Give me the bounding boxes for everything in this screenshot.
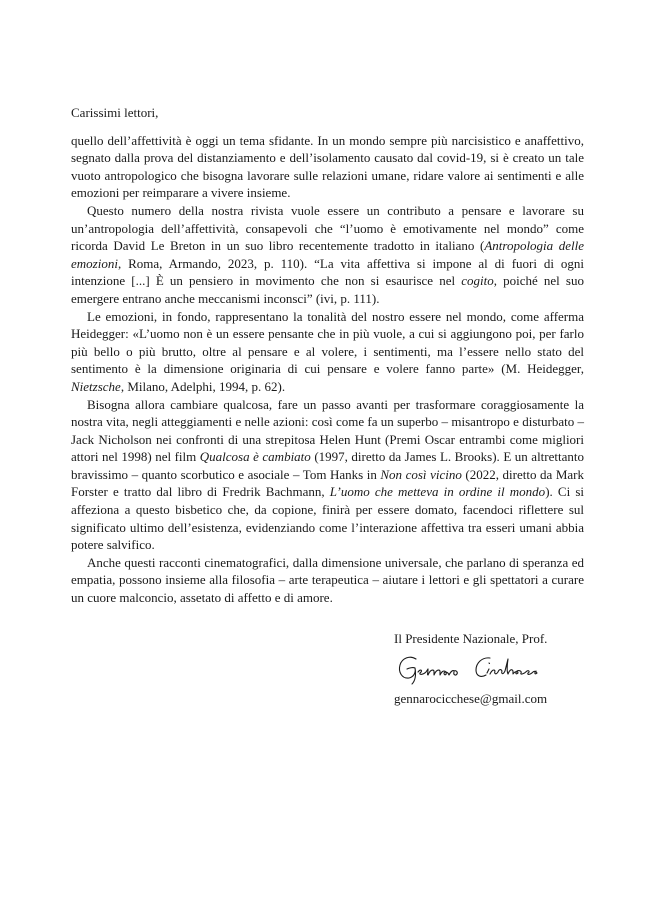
letter-body [71, 132, 584, 607]
salutation: Carissimi lettori, [71, 105, 159, 120]
text-run: ). Ci si affeziona a questo bisbetico che, da copione, finirà per essere domato, facendoci riflettere sul significato ultimo dell’esistenza, evidenziando come l’interazione affettiva tra esseri umani abbia potere salvifico. [71, 484, 584, 553]
paragraph [71, 396, 584, 554]
italic-title: Non così vicino [380, 466, 462, 482]
text-run: , Roma, Armando, 2023, p. 110). “La vita affettiva si impone al di fuori di ogni intenzione [...] È un pensiero in movimento che non si esaurisce nel [71, 255, 584, 289]
italic-title: Antropologia delle emozioni [71, 238, 584, 271]
text-run: , poiché nel suo emergere entrano anche meccanismi inconsci” (ivi, p. 111). [71, 273, 584, 306]
paragraph [71, 132, 584, 202]
text-run: (1997, diretto da James L. Brooks). E un altrettanto bravissimo – quanto scorbutico e asociale – Tom Hanks in [71, 449, 584, 482]
text-run: (2022, diretto da Mark Forster e tratto dal libro di Fredrik Bachmann, [71, 466, 584, 500]
italic-title: L’uomo che metteva in ordine il mondo [329, 484, 546, 500]
paragraph [71, 202, 584, 308]
text-run: Bisogna allora cambiare qualcosa, fare un passo avanti per trasformare coraggiosamente la nostra vita, negli atteggiamenti e nelle azioni: così come fa un superbo – misantropo e disturbato – Jack Nicholson nei confronti di una strepitosa Helen Hunt (Premi Oscar entrambi come migliori attori nel 1998) nel film [71, 396, 584, 465]
text-run: Questo numero della nostra rivista vuole essere un contributo a pensare e lavorare su un’antropologia dell’affettività, consapevoli che “l’uomo è emotivamente nel mondo” come ricorda David Le Breton in un suo libro recentemente tradotto in italiano ( [71, 202, 584, 254]
signature-block [394, 630, 594, 708]
handwritten-signature [394, 650, 594, 688]
italic-title: Qualcosa è cambiato [199, 449, 311, 465]
italic-title: Nietzsche [71, 378, 121, 394]
italic-title: cogito [461, 273, 494, 289]
text-run: , Milano, Adelphi, 1994, p. 62). [120, 378, 286, 394]
text-run: quello dell’affettività è oggi un tema sfidante. In un mondo sempre più narcisistico e anaffettivo, segnato dalla prova del distanziamento e dell’isolamento causato dal covid-19, si è creato un tale vuoto antropologico che bisogna lavorare sulle relazioni umane, ridare valore ai sentimenti e alle emozioni per reimparare a vivere insieme. [71, 132, 584, 201]
signature-image [394, 650, 554, 688]
letter [71, 104, 584, 607]
text-run: Le emozioni, in fondo, rappresentano la tonalità del nostro essere nel mondo, come afferma Heidegger: «L’uomo non è un essere pensante che in più vuole, a cui si aggiungono poi, per farlo più bello o più brutto, oltre al pensare e al volere, i sentimenti, ma l’essere nello stato del sentimento è la dimensione originaria di cui pensare e volere fanno parte» (M. Heidegger, [71, 308, 584, 377]
text-run: Anche questi racconti cinematografici, dalla dimensione universale, che parlano di speranza ed empatia, possono insieme alla filosofia – arte terapeutica – aiutare i lettori e gli spettatori a curare un cuore malconcio, assetato di affetto e di amore. [71, 554, 584, 606]
signer-role: Il Presidente Nazionale, Prof. [394, 631, 548, 646]
signer-email: gennarocicchese@gmail.com [394, 691, 548, 706]
paragraph [71, 308, 584, 396]
paragraph [71, 554, 584, 607]
